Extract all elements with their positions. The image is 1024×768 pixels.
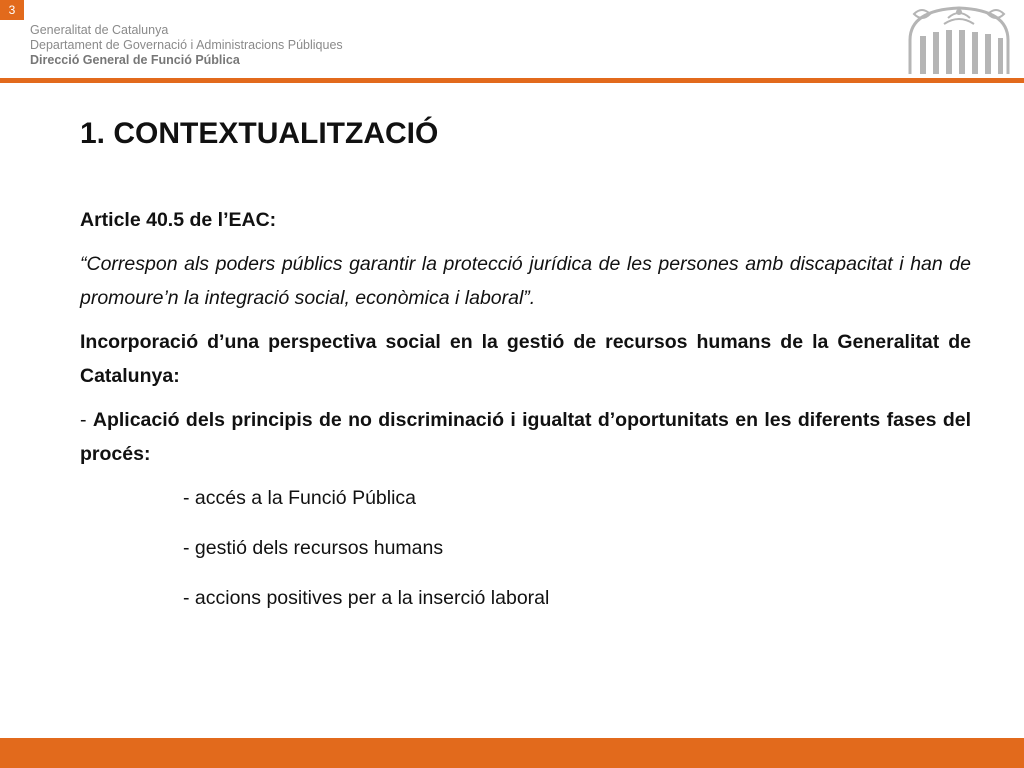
principles-text: Aplicació dels principis de no discriminació i igualtat d’oportunitats en les diferents fases del procés: [80, 409, 972, 465]
article-quote: “Correspon als poders públics garantir la protecció jurídica de les persones amb discapacitat i han de promoure’n la integració social, econòmica i laboral”. [80, 253, 971, 309]
header-divider [0, 78, 1024, 83]
footer-bar [0, 738, 1024, 768]
list-item-management: - gestió dels recursos humans [183, 537, 444, 559]
generalitat-logo-icon [904, 2, 1014, 76]
page-number-badge: 3 [0, 0, 24, 20]
incorporation-paragraph: Incorporació d’una perspectiva social en la gestió de recursos humans de la Generalitat de Catalunya: [80, 331, 971, 387]
header-organization [30, 23, 343, 68]
header-line-directorate: Direcció General de Funció Pública [30, 53, 240, 67]
header-line-department: Departament de Governació i Administracions Públiques [30, 38, 343, 52]
principles-paragraph [80, 403, 971, 471]
header-line-generalitat: Generalitat de Catalunya [30, 23, 169, 37]
list-item-positive-actions: - accions positives per a la inserció laboral [183, 587, 550, 609]
slide-body [80, 203, 971, 631]
principles-dash: - [80, 409, 93, 431]
slide-title: 1. CONTEXTUALITZACIÓ [80, 117, 439, 150]
article-heading: Article 40.5 de l’EAC: [80, 209, 277, 231]
list-item-access: - accés a la Funció Pública [183, 487, 417, 509]
